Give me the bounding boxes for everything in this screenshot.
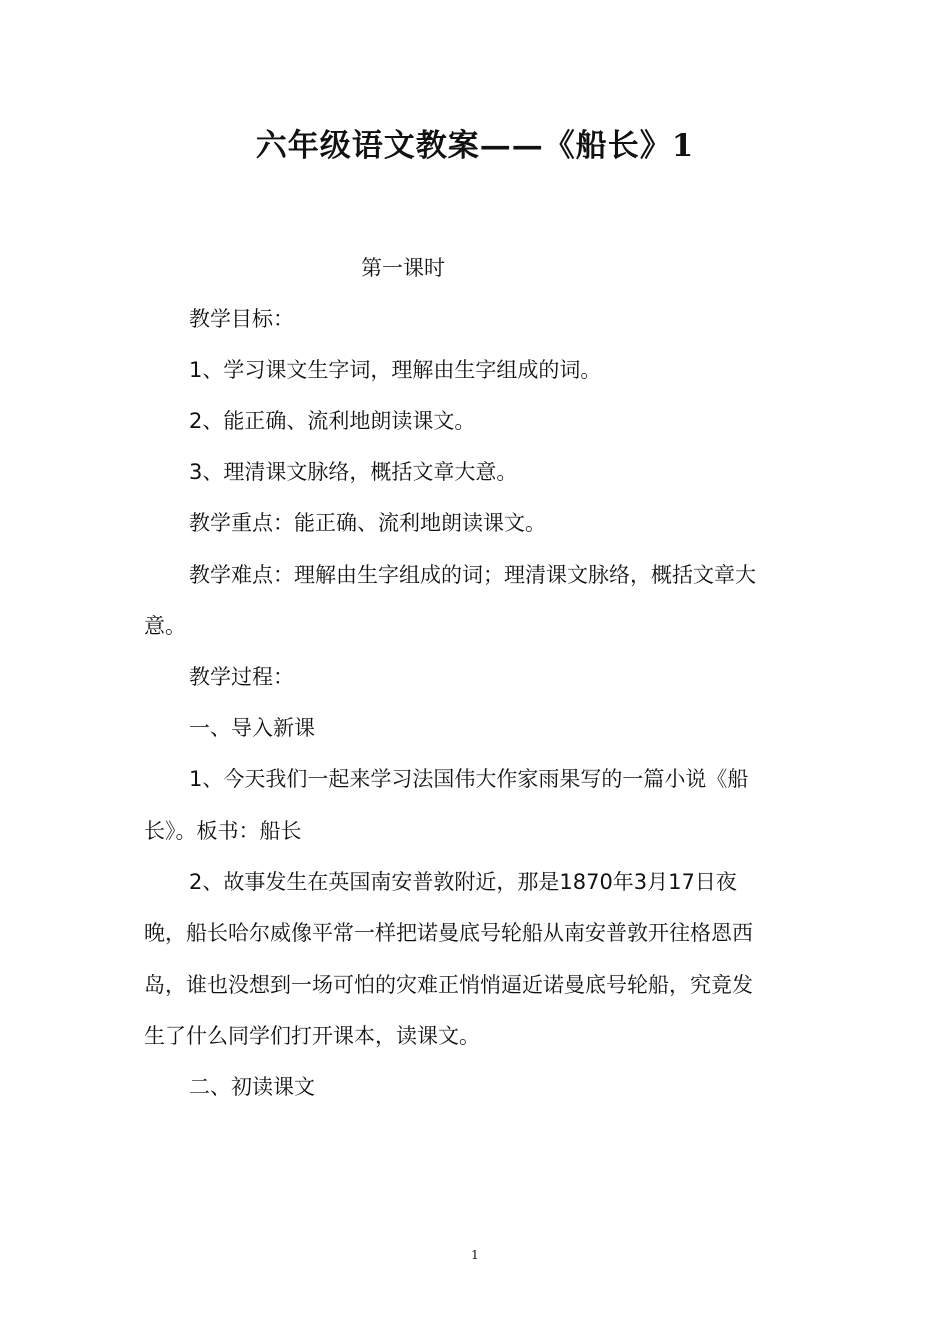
paragraph-line: 晚，船长哈尔威像平常一样把诺曼底号轮船从南安普敦开往格恩西 [144, 921, 753, 945]
section-heading: 第一课时 [361, 256, 445, 280]
paragraph-line: 岛，谁也没想到一场可怕的灾难正悄悄逼近诺曼底号轮船，究竟发 [144, 973, 753, 997]
paragraph-line: 教学难点：理解由生字组成的词；理清课文脉络，概括文章大 [189, 563, 756, 587]
paragraph-line: 教学重点：能正确、流利地朗读课文。 [189, 511, 546, 535]
paragraph-line: 教学过程： [189, 665, 294, 689]
paragraph-line: 生了什么同学们打开课本，读课文。 [144, 1024, 480, 1048]
paragraph-line: 3、理清课文脉络，概括文章大意。 [189, 460, 518, 484]
paragraph-line: 2、能正确、流利地朗读课文。 [189, 409, 476, 433]
paragraph-line: 2、故事发生在英国南安普敦附近，那是1870年3月17日夜 [189, 870, 737, 894]
paragraph-line: 1、今天我们一起来学习法国伟大作家雨果写的一篇小说《船 [189, 767, 749, 791]
paragraph-line: 教学目标： [189, 307, 294, 331]
paragraph-line: 一、导入新课 [189, 716, 315, 740]
page-number: 1 [471, 1248, 479, 1262]
paragraph-line: 二、初读课文 [189, 1075, 315, 1099]
paragraph-line: 意。 [144, 614, 186, 638]
paragraph-line: 长》。板书：船长 [144, 819, 302, 843]
paragraph-line: 1、学习课文生字词，理解由生字组成的词。 [189, 358, 602, 382]
document-title: 六年级语文教案——《船长》1 [255, 128, 695, 164]
